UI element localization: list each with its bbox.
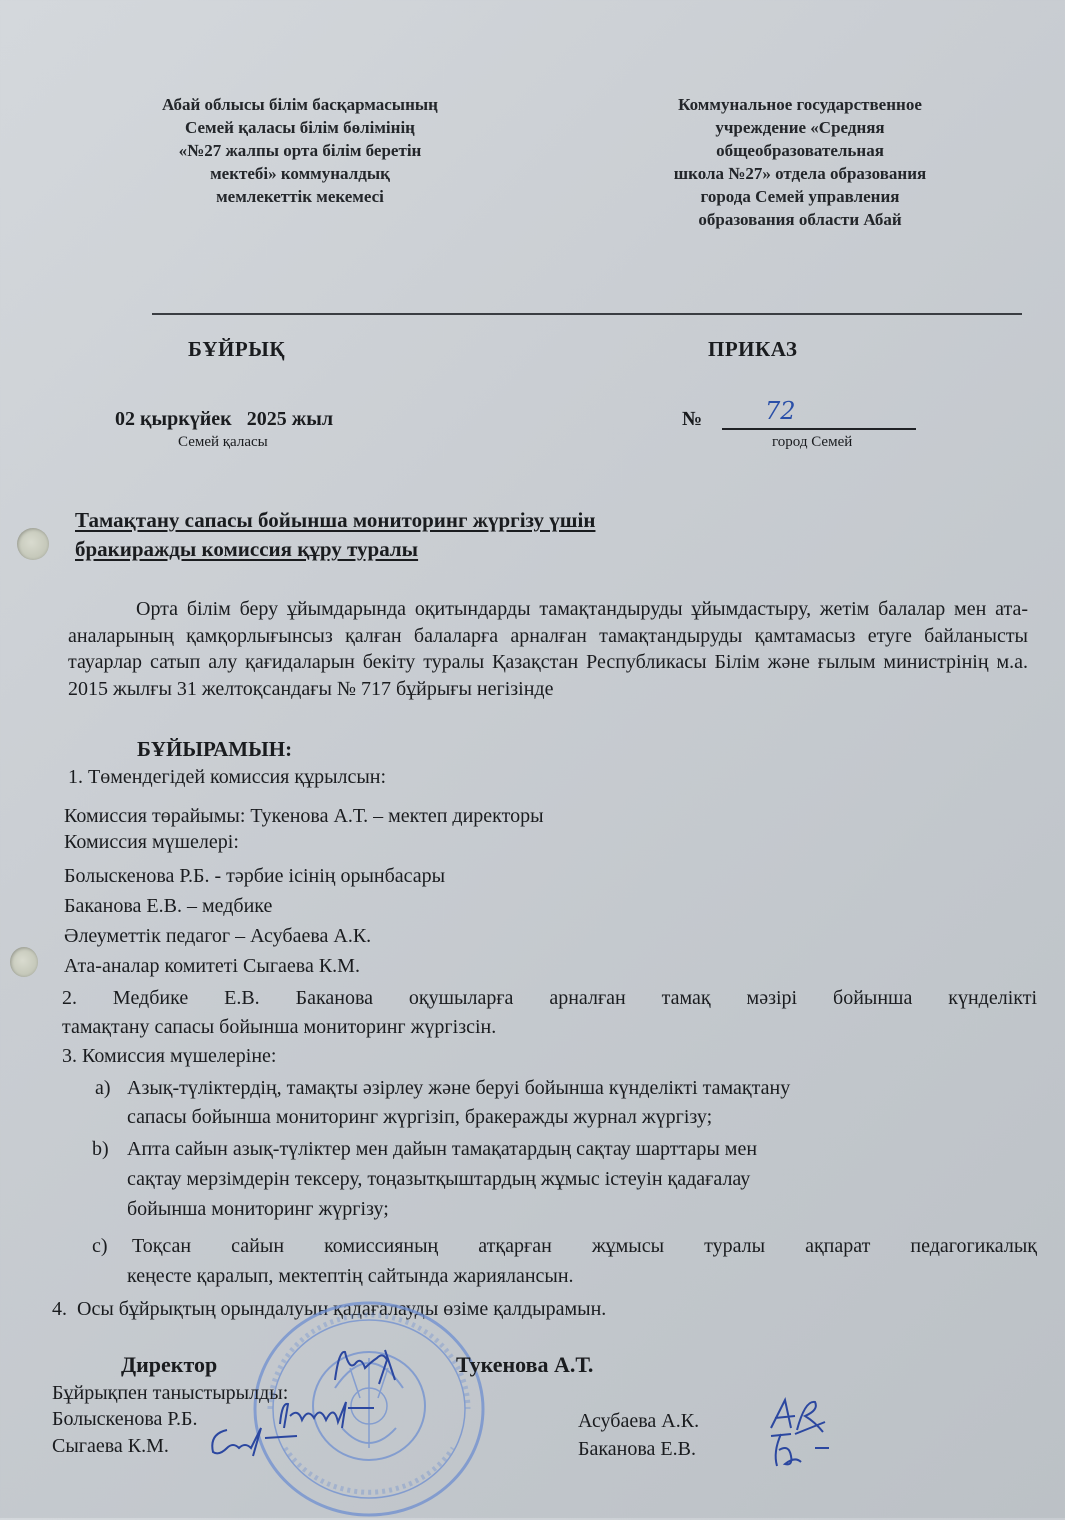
preamble: Орта білім беру ұйымдарында оқитындарды тамақтандыруды ұйымдастыру, жетім балалар мен ата-аналарының қамқорлығынсыз қалған балаларға арналған тамақтандыруды қамтамасыз етуге байланысты тауарлар сатып алу қағидаларын бекіту туралы Қазақстан Республикасы Білім және ғылым министрінің м.а. 2015 жылғы 31 желтоқсандағы № 717 бұйрығы негізінде: [68, 598, 1028, 700]
acquainted-name: Баканова Е.В.: [578, 1438, 696, 1460]
member: Болыскенова Р.Б. - тәрбие ісінің орынбасары: [64, 865, 446, 887]
commission-chair: Комиссия төрайымы: Тукенова А.Т. – мектеп директоры: [64, 805, 544, 827]
sub-item-line: сапасы бойынша мониторинг жүргізіп, бракеражды журнал жүргізу;: [127, 1106, 713, 1128]
signature-sygaeva: [205, 1420, 305, 1460]
signatory-name: Тукенова А.Т.: [456, 1352, 594, 1377]
header-kz-line: Абай облысы білім басқармасының: [162, 95, 438, 114]
subject: [75, 506, 595, 564]
item-4: 4. Осы бұйрықтың орындалуын қадағалауды өзіме қалдырамын.: [52, 1298, 607, 1320]
acquainted-name: Асубаева А.К.: [578, 1410, 700, 1432]
item-2-line: тамақтану сапасы бойынша мониторинг жүргізсін.: [62, 1016, 497, 1038]
sub-item-line: Азық-түліктердің, тамақты әзірлеу және беруі бойынша күнделікті тамақтану: [127, 1077, 791, 1099]
acquainted-name: Сыгаева К.М.: [52, 1435, 169, 1457]
title-ru: ПРИКАЗ: [708, 337, 798, 361]
order-date: 02 қыркүйек 2025 жыл: [115, 408, 334, 430]
member: Ата-аналар комитеті Сыгаева К.М.: [64, 955, 360, 977]
item-3: 3. Комиссия мүшелеріне:: [62, 1045, 277, 1067]
city-ru: город Семей: [772, 434, 853, 450]
punch-hole-bottom: [10, 947, 38, 977]
sub-item-line: Тоқсан сайын комиссияның атқарған жұмысы туралы ақпарат педагогикалық: [132, 1235, 1037, 1257]
header-kz: [110, 93, 490, 208]
header-divider: [152, 313, 1022, 315]
number-label: №: [682, 408, 703, 430]
sub-item-line: бойынша мониторинг жүргізу;: [127, 1198, 389, 1220]
acquainted-label: Бұйрықпен таныстырылды:: [52, 1382, 289, 1404]
acquainted-name: Болыскенова Р.Б.: [52, 1408, 198, 1430]
title-kz: БҰЙРЫҚ: [188, 337, 286, 361]
order-number-handwritten: 72: [765, 397, 796, 425]
item-2-line: 2. Медбике Е.В. Баканова оқушыларға арналған тамақ мәзірі бойынша күнделікті: [62, 987, 1037, 1009]
punch-hole-top: [17, 528, 49, 560]
header-kz-line: мектебі» коммуналдық: [210, 164, 390, 183]
header-kz-line: «№27 жалпы орта білім беретін: [178, 141, 422, 160]
members-label: Комиссия мүшелері:: [64, 831, 239, 853]
header-ru-line: школа №27» отдела образования: [673, 164, 927, 183]
director-signature: [325, 1340, 405, 1390]
header-ru: [620, 93, 980, 231]
header-ru-line: образования области Абай: [698, 210, 902, 229]
sub-item-line: Апта сайын азық-түліктер мен дайын тамақатардың сақтау шарттары мен: [127, 1138, 758, 1160]
subject-line: бракиражды комиссия құру туралы: [75, 537, 419, 561]
header-kz-line: Семей қаласы білім бөлімінің: [185, 118, 415, 137]
subject-line: Тамақтану сапасы бойынша мониторинг жүргізу үшін: [75, 508, 596, 532]
header-ru-line: Коммунальное государственное: [678, 95, 922, 114]
signatory-position: Директор: [121, 1352, 218, 1377]
item-1: 1. Төмендегідей комиссия құрылсын:: [68, 766, 387, 788]
city-kz: Семей қаласы: [178, 434, 268, 450]
header-ru-line: учреждение «Средняя: [715, 118, 885, 137]
member: Баканова Е.В. – медбике: [64, 895, 273, 917]
member: Әлеуметтік педагог – Асубаева А.К.: [64, 925, 372, 947]
sub-item-line: сақтау мерзімдерін тексеру, тоңазытқыштардың жұмыс істеуін қадағалау: [127, 1168, 751, 1190]
header-ru-line: города Семей управления: [700, 187, 900, 206]
number-underline: [722, 428, 916, 430]
sub-item-marker: c): [92, 1235, 108, 1257]
sub-item-line: кеңесте қаралып, мектептің сайтында жариялансын.: [127, 1265, 574, 1287]
signature-bakanova: [765, 1428, 840, 1472]
sub-item-marker: b): [92, 1138, 109, 1160]
header-kz-line: мемлекеттік мекемесі: [216, 187, 384, 206]
header-ru-line: общеобразовательная: [716, 141, 884, 160]
order-word: БҰЙЫРАМЫН:: [137, 737, 293, 761]
sub-item-marker: a): [95, 1077, 111, 1099]
